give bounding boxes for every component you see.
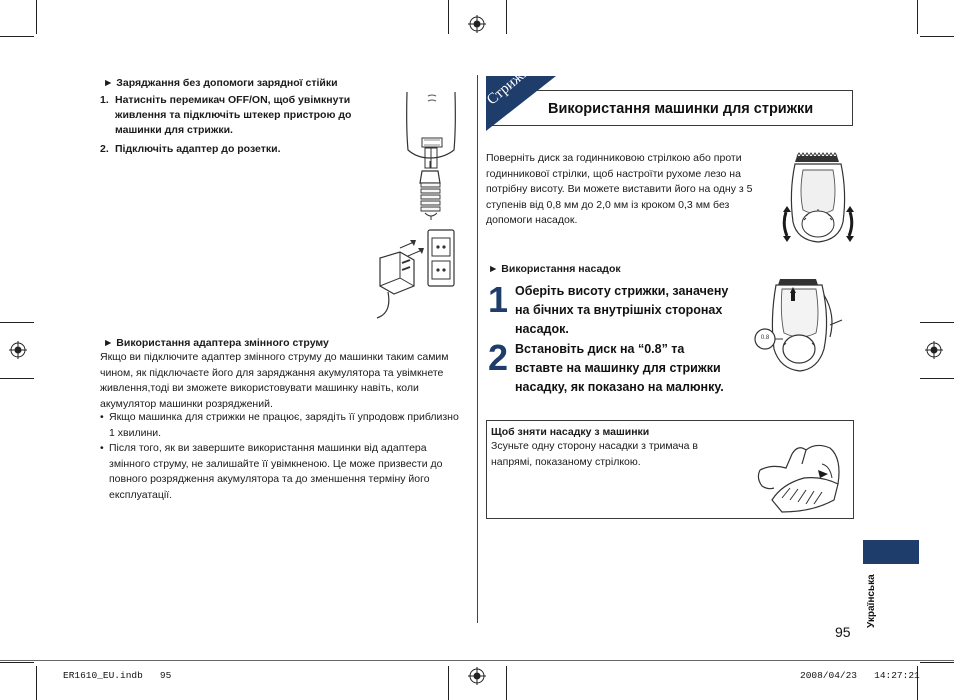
language-label-text: Українська <box>866 574 877 628</box>
registration-mark-icon <box>9 341 27 359</box>
language-tab <box>863 540 919 564</box>
registration-mark-icon <box>468 667 486 685</box>
step-number-1: 1 <box>488 279 509 320</box>
section-tab-label: Стрижка <box>484 59 538 109</box>
clipper-dial-illustration <box>781 152 861 246</box>
charger-illustration <box>372 88 472 323</box>
adapter-text: Якщо ви підключите адаптер змінного струму до машинки таким самим чином, як підключаєте його для заряджання акумулятора та увімкнете живлення,тоді ви зможете використовувати машинку навіть, коли акумулятор машинки розряджений. <box>100 351 449 410</box>
step-number: 2. <box>100 143 109 155</box>
attachments-heading: ► Використання насадок <box>488 263 621 275</box>
footer-date: 2008/04/23 14:27:21 <box>800 670 920 681</box>
page-number: 95 <box>835 624 851 640</box>
attachment-step-2-text: Встановіть диск на “0.8” та вставте на машинку для стрижки насадку, як показано на малюнку. <box>515 342 724 394</box>
step-text: Натисніть перемикач OFF/ON, щоб увімкнути живлення та підключіть штекер пристрою до машинки для стрижки. <box>115 94 352 136</box>
intro-text: Поверніть диск за годинниковою стрілкою або проти годинникової стрілки, щоб настроїти рухоме лезо на потрібну висоту. Ви можете виставити його на одну з 5 ступенів від 0,8 мм до 2,0 мм із кроком 0,3 мм без допомоги насадок. <box>486 152 753 226</box>
dial-setting-label: 0.8 <box>760 335 770 341</box>
list-item: • Після того, як ви завершите використання машинки від адаптера змінного струму, не залишайте її увімкненою. Це може призвести до повного розрядження акумулятора та до зменшення терміну його експлуатації. <box>100 441 462 503</box>
list-item: • Якщо машинка для стрижки не працює, зарядіть її упродовж приблизно 1 хвилини. <box>100 410 462 441</box>
registration-mark-icon <box>925 341 943 359</box>
registration-mark-icon <box>468 15 486 33</box>
attachment-step-1-text: Оберіть висоту стрижки, заначену на бічних та внутрішніх сторонах насадок. <box>515 284 729 336</box>
side-language-label <box>866 568 880 628</box>
attachment-fit-illustration <box>750 275 850 375</box>
step-number-2: 2 <box>488 337 509 378</box>
step-number: 1. <box>100 94 109 106</box>
charge-heading: ► Заряджання без допомоги зарядної стійки <box>103 77 338 89</box>
remove-attachment-title: Щоб зняти насадку з машинки <box>491 426 650 438</box>
charge-step-1 <box>100 93 365 138</box>
remove-attachment-illustration <box>752 434 850 514</box>
adapter-heading: ► Використання адаптера змінного струму <box>103 337 329 349</box>
section-title: Використання машинки для стрижки <box>548 101 814 117</box>
step-text: Підключіть адаптер до розетки. <box>115 143 281 155</box>
column-divider <box>477 75 478 623</box>
remove-attachment-text: Зсуньте одну сторону насадки з тримача в напрямі, показаному стрілкою. <box>491 440 698 468</box>
adapter-notes <box>100 410 462 503</box>
footer-file: ER1610_EU.indb 95 <box>63 670 172 681</box>
charge-step-2 <box>100 142 365 157</box>
